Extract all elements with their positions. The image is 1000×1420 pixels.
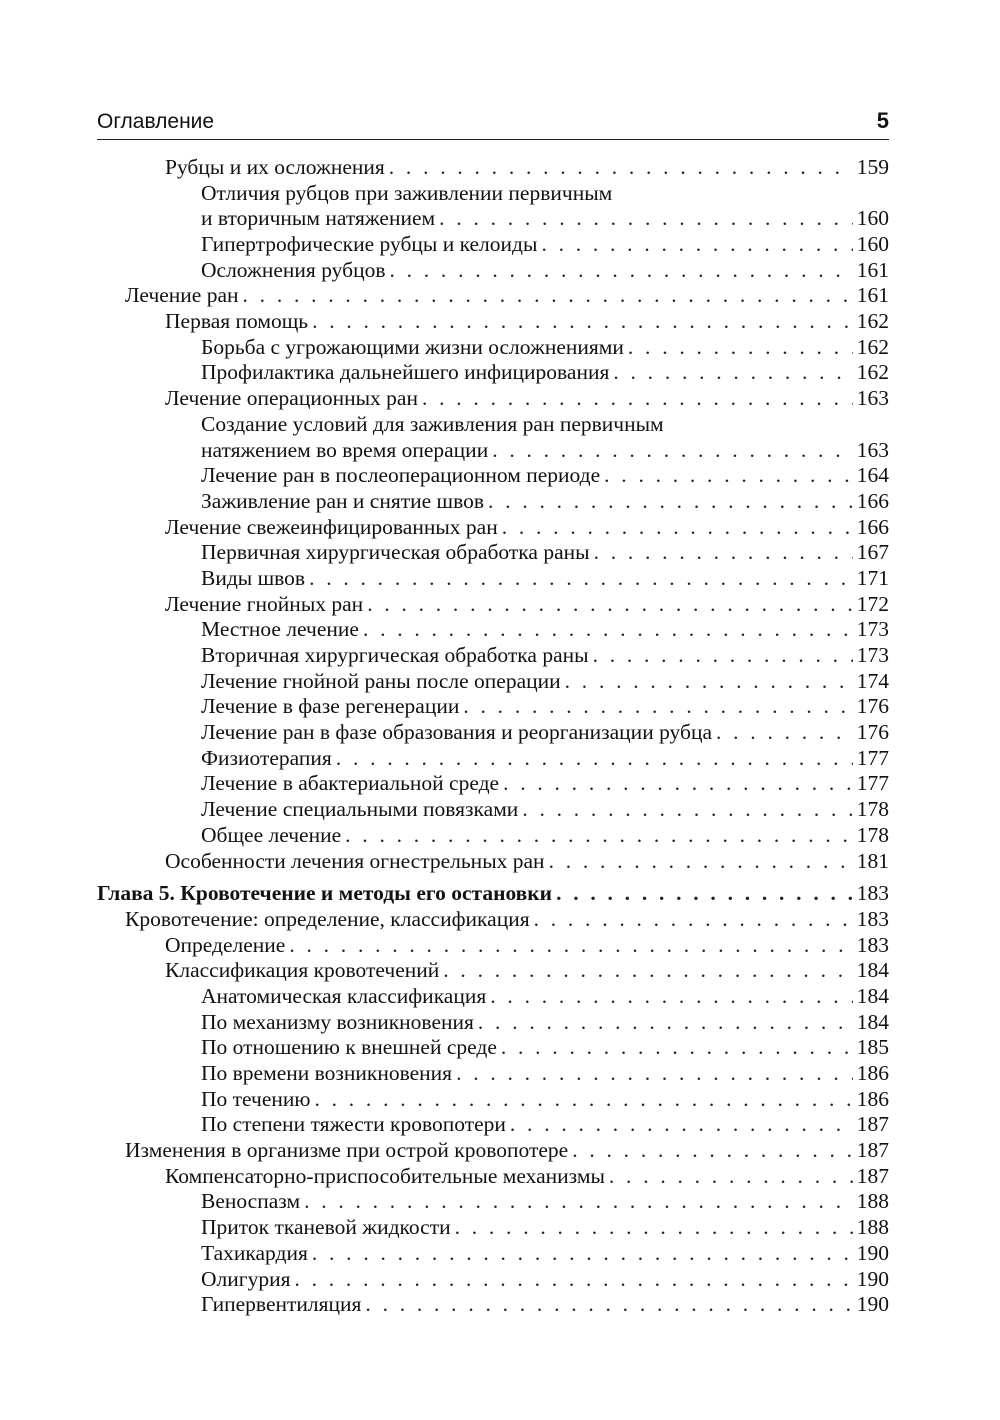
toc-entry (97, 746, 889, 772)
toc-dot-leader (490, 984, 852, 1010)
toc-entry-page: 162 (856, 309, 889, 334)
toc-entry-page: 162 (856, 360, 889, 385)
toc-entry (97, 694, 889, 720)
toc-entry-page: 167 (856, 540, 889, 565)
toc-entry-title: Борьба с угрожающими жизни осложнениями (201, 334, 624, 359)
toc-dot-leader (304, 1189, 853, 1215)
toc-entry-title: и вторичным натяжением (201, 206, 436, 231)
toc-entry (97, 412, 889, 438)
toc-entry (97, 823, 889, 849)
toc-dot-leader (443, 958, 852, 984)
toc-entry (97, 1267, 889, 1293)
toc-entry (97, 566, 889, 592)
toc-dot-leader (522, 797, 852, 823)
toc-entry-title: Гипертрофические рубцы и келоиды (201, 232, 538, 257)
toc-entry (97, 1112, 889, 1138)
toc-entry-title: По механизму возникновения (201, 1009, 474, 1034)
toc-dot-leader (503, 771, 853, 797)
toc-entry-page: 183 (856, 881, 889, 906)
toc-entry-page: 186 (856, 1086, 889, 1111)
toc-entry (97, 1164, 889, 1190)
toc-entry-page: 171 (856, 565, 889, 590)
toc-entry (97, 1241, 889, 1267)
toc-dot-leader (541, 232, 852, 258)
toc-entry-title: Анатомическая классификация (201, 983, 487, 1008)
toc-entry-title: Лечение операционных ран (165, 386, 418, 411)
toc-entry-page: 172 (856, 591, 889, 616)
toc-dot-leader (363, 617, 853, 643)
toc-entry-title: Олигурия (201, 1266, 291, 1291)
toc-dot-leader (556, 881, 853, 907)
toc-entry-page: 190 (856, 1266, 889, 1291)
toc-entry-page: 161 (856, 257, 889, 282)
toc-dot-leader (389, 258, 852, 284)
toc-entry-page: 188 (856, 1189, 889, 1214)
toc-dot-leader (312, 309, 853, 335)
toc-entry (97, 283, 889, 309)
toc-entry-page: 183 (856, 906, 889, 931)
toc-entry-title: Лечение ран в фазе образования и реорганизации рубца (201, 720, 712, 745)
toc-entry (97, 438, 889, 464)
toc-dot-leader (289, 933, 852, 959)
toc-entry (97, 386, 889, 412)
toc-entry-title: Определение (165, 932, 286, 957)
toc-entry-title: По отношению к внешней среде (201, 1035, 497, 1060)
toc-dot-leader (593, 643, 853, 669)
toc-entry-title: По течению (201, 1086, 311, 1111)
toc-entry (97, 669, 889, 695)
toc-entry-title: Местное лечение (201, 617, 359, 642)
toc-entry-page: 184 (856, 983, 889, 1008)
table-of-contents (97, 155, 889, 1318)
toc-entry (97, 489, 889, 515)
toc-entry-page: 178 (856, 797, 889, 822)
toc-entry-page: 160 (856, 232, 889, 257)
toc-dot-leader (389, 155, 853, 181)
toc-dot-leader (309, 566, 853, 592)
toc-entry-title: Тахикардия (201, 1240, 308, 1265)
toc-entry-page: 160 (856, 206, 889, 231)
toc-entry (97, 309, 889, 335)
toc-entry-title: По времени возникновения (201, 1061, 453, 1086)
toc-entry-page: 186 (856, 1061, 889, 1086)
toc-dot-leader (613, 360, 852, 386)
toc-entry-title: Создание условий для заживления ран первичным (201, 411, 664, 436)
toc-entry-title: Осложнения рубцов (201, 257, 386, 282)
toc-entry-page: 184 (856, 958, 889, 983)
toc-entry-page: 187 (856, 1138, 889, 1163)
toc-dot-leader (604, 463, 853, 489)
toc-dot-leader (609, 1164, 853, 1190)
toc-entry (97, 335, 889, 361)
toc-entry-page: 177 (856, 771, 889, 796)
toc-entry-page: 178 (856, 822, 889, 847)
toc-entry-page: 176 (856, 694, 889, 719)
toc-entry-title: Кровотечение: определение, классификация (125, 906, 530, 931)
toc-entry (97, 958, 889, 984)
toc-dot-leader (365, 1292, 852, 1318)
toc-entry-title: Компенсаторно-приспособительные механизмы (165, 1163, 605, 1188)
toc-entry-page: 164 (856, 463, 889, 488)
toc-entry (97, 933, 889, 959)
toc-dot-leader (312, 1241, 853, 1267)
toc-entry-title: Лечение специальными повязками (201, 797, 519, 822)
toc-entry-title: Лечение в фазе регенерации (201, 694, 460, 719)
toc-entry-title: Особенности лечения огнестрельных ран (165, 848, 545, 873)
toc-entry-title: Изменения в организме при острой кровопотере (125, 1138, 569, 1163)
toc-entry-title: Заживление ран и снятие швов (201, 488, 485, 513)
toc-entry-page: 173 (856, 643, 889, 668)
toc-entry (97, 772, 889, 798)
toc-entry (97, 206, 889, 232)
toc-entry-page: 183 (856, 932, 889, 957)
toc-entry-title: Рубцы и их осложнения (165, 154, 385, 179)
toc-dot-leader (455, 1215, 853, 1241)
running-header (97, 107, 889, 140)
toc-dot-leader (367, 592, 853, 618)
header-page-number: 5 (876, 108, 889, 133)
toc-dot-leader (488, 489, 853, 515)
toc-entry-title: Общее лечение (201, 822, 342, 847)
toc-entry-page: 166 (856, 514, 889, 539)
toc-entry (97, 515, 889, 541)
toc-entry-title: Лечение в абактериальной среде (201, 771, 500, 796)
toc-dot-leader (716, 720, 853, 746)
toc-dot-leader (478, 1010, 853, 1036)
toc-entry (97, 1087, 889, 1113)
toc-entry-title: Лечение гнойной раны после операции (201, 668, 561, 693)
toc-entry (97, 797, 889, 823)
toc-entry (97, 361, 889, 387)
toc-dot-leader (456, 1061, 853, 1087)
toc-entry-title: Лечение ран (125, 283, 239, 308)
toc-entry-page: 185 (856, 1035, 889, 1060)
toc-dot-leader (243, 283, 853, 309)
toc-entry (97, 720, 889, 746)
toc-entry-page: 190 (856, 1240, 889, 1265)
toc-entry (97, 617, 889, 643)
toc-entry-title: Отличия рубцов при заживлении первичным (201, 180, 613, 205)
toc-entry-page: 159 (856, 154, 889, 179)
toc-entry (97, 258, 889, 284)
toc-entry-title: натяжением во время операции (201, 437, 489, 462)
toc-entry-title: Вторичная хирургическая обработка раны (201, 643, 589, 668)
toc-dot-leader (345, 823, 853, 849)
toc-entry (97, 1035, 889, 1061)
toc-entry-page: 181 (856, 848, 889, 873)
toc-dot-leader (463, 694, 852, 720)
toc-entry (97, 1215, 889, 1241)
toc-entry-title: Первичная хирургическая обработка раны (201, 540, 590, 565)
toc-entry (97, 1138, 889, 1164)
toc-entry-title: Гипервентиляция (201, 1292, 362, 1317)
toc-entry-page: 187 (856, 1163, 889, 1188)
toc-chapter-entry (97, 881, 889, 907)
toc-entry (97, 643, 889, 669)
toc-entry-title: Лечение ран в послеоперационном периоде (201, 463, 601, 488)
toc-entry (97, 1190, 889, 1216)
toc-entry (97, 232, 889, 258)
toc-entry-page: 161 (856, 283, 889, 308)
toc-entry (97, 463, 889, 489)
toc-dot-leader (314, 1087, 852, 1113)
toc-dot-leader (534, 907, 853, 933)
toc-dot-leader (510, 1112, 853, 1138)
toc-entry (97, 540, 889, 566)
toc-dot-leader (594, 540, 853, 566)
toc-dot-leader (549, 849, 853, 875)
toc-entry-title: Классификация кровотечений (165, 958, 440, 983)
toc-entry (97, 984, 889, 1010)
toc-entry (97, 592, 889, 618)
toc-entry-page: 176 (856, 720, 889, 745)
toc-entry-page: 163 (856, 386, 889, 411)
toc-entry-page: 177 (856, 745, 889, 770)
toc-entry-page: 187 (856, 1112, 889, 1137)
toc-dot-leader (422, 386, 853, 412)
toc-dot-leader (572, 1138, 853, 1164)
toc-entry-page: 173 (856, 617, 889, 642)
toc-dot-leader (628, 335, 853, 361)
toc-entry-page: 166 (856, 488, 889, 513)
toc-entry-page: 190 (856, 1292, 889, 1317)
toc-entry-page: 163 (856, 437, 889, 462)
header-title: Оглавление (97, 110, 215, 133)
toc-entry-page: 188 (856, 1215, 889, 1240)
toc-entry-title: Глава 5. Кровотечение и методы его остановки (97, 881, 553, 906)
toc-entry-page: 174 (856, 668, 889, 693)
toc-entry (97, 849, 889, 875)
toc-entry-title: По степени тяжести кровопотери (201, 1112, 506, 1137)
toc-entry (97, 907, 889, 933)
toc-dot-leader (336, 746, 853, 772)
toc-dot-leader (439, 206, 853, 232)
toc-entry-title: Лечение гнойных ран (165, 591, 364, 616)
toc-entry (97, 1292, 889, 1318)
toc-entry-page: 184 (856, 1009, 889, 1034)
toc-dot-leader (501, 1035, 853, 1061)
toc-entry-page: 162 (856, 334, 889, 359)
toc-dot-leader (294, 1267, 852, 1293)
toc-entry-title: Профилактика дальнейшего инфицирования (201, 360, 610, 385)
toc-dot-leader (565, 669, 853, 695)
toc-entry-title: Веноспазм (201, 1189, 301, 1214)
toc-dot-leader (502, 515, 853, 541)
toc-entry-title: Лечение свежеинфицированных ран (165, 514, 498, 539)
toc-entry (97, 1010, 889, 1036)
toc-entry-title: Физиотерапия (201, 745, 332, 770)
toc-entry-title: Первая помощь (165, 309, 309, 334)
toc-entry-title: Виды швов (201, 565, 306, 590)
toc-entry-title: Приток тканевой жидкости (201, 1215, 451, 1240)
toc-entry (97, 1061, 889, 1087)
toc-entry (97, 181, 889, 207)
toc-dot-leader (492, 438, 853, 464)
toc-entry (97, 155, 889, 181)
